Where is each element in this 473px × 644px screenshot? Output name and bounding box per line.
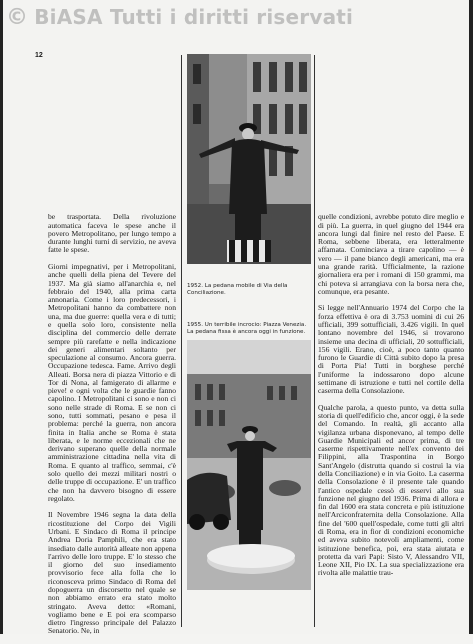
photo-traffic-officer-1952 <box>187 54 311 264</box>
photo-caption: 1955. Un terribile incrocio: Piazza Venezia. La pedana fissa è ancora oggi in funzione. <box>187 322 307 335</box>
paragraph: Si legge nell'Annuario 1974 del Corpo che la forza effettiva è ora di 3.753 uomini di cui 26 ufficiali, 399 sottufficiali, 3.426 vigili. In quel lontano novembre del 1946, si trovarono insieme una decina di ufficiali, 20 sottufficiali, 156 vigili. Erano, cioè, a poco tanto quanto furono le Guardie di Città subito dopo la presa di Porta Pia! Tutti in borghese perché l'uniforme la indossarono dopo alcune settimane di istruzione e tutti nel cortile della caserma della Consolazione. <box>318 303 464 396</box>
copyright-icon: © <box>6 4 29 30</box>
copyright-watermark <box>6 2 353 32</box>
scan-border-right <box>469 0 473 634</box>
paragraph: Qualche parola, a questo punto, va detta sulla storia di quell'edificio che, ancor oggi, è la sede del Comando. In realtà, gli accanto alla vigilanza urbana disponevano, al tempo delle Guardie Municipali ed ancor prima, di tre caserme rispettivamente nell'ex convento dei Filippini, alla Traspontina in Borgo Sant'Angelo (distrutta quando si costruì la via della Conciliazione) e in via Goito. La caserma della Consolazione è il presente tale quando l'antico ospedale cessò di esservi allo sua funzione nel giugno del 1936. Prima di allora e fin dal 1600 era stata concreta e più istituzione nell'Arciconfraternita della Consolazione. Alla fine del '600 quell'ospedale, come tutti gli altri di Roma, era in fior di condizioni economiche ed aveva subito notevoli ampliamenti, come istituzione benefica, poi, era stata aiutata e protetta da vari Papi: Sisto V, Alessandro VII, Leone XII, Pio IX. La sua specializzazione era rivolta alle malattie trau- <box>318 402 464 578</box>
column-rule <box>181 55 182 627</box>
article-column-right <box>318 205 464 630</box>
paragraph: Il Novembre 1946 segna la data della ricostituzione del Corpo dei Vigili Urbani. E Sindaco di Roma il principe Andrea Doria Pamphili, che era stato insediato dalle autorità alleate non appena l'arrivo delle loro truppe. E' lo stesso che il giorno del suo insediamento provvisorio fece alla folla che lo riconosceva primo Sindaco di Roma del dopoguerra un discorsetto nel quale se non abbiamo errato era stato molto stringato. Aveva detto: «Romani, vogliamo bene e E poi era scomparso dietro l'ingresso principale del Palazzo Senatorio. Ne, in <box>48 510 176 636</box>
article-column-left <box>48 205 176 636</box>
photo-caption: 1952. La pedana mobile di Via della Conciliazione. <box>187 283 288 296</box>
watermark-text: BiASA Tutti i diritti riservati <box>34 5 354 29</box>
paragraph: Giorni impegnativi, per i Metropolitani, anche quelli della piena del Tevere del 1937. Ma già siamo all'anarchia e, nel febbraio del 1940, alla prima carta annonaria. Come i loro predecessori, i Metropolitani hanno da combattere non una, ma due guerre: quella vera e di tutti; e quella solo loro, consistente nella disciplina del commercio delle derrate sempre più rarefatte e nella indicazione dei generi alimentari soltanto per speculazione al consumo. Ancora guerra. Occupazione tedesca. Fame. Arrivo degli Alleati. Borsa nera di piazza Vittorio e di Tor di Nona, al famigerato di allarme e pieve! e ogni volta che le guardie fanno capolino. I Metropolitani ci sono e non ci sono nelle strade di Roma. E se non ci sono, tutti sommati, pesano e pesa il problema: perché la guerra, non ancora finita in Italia anche se Roma è stata liberata, e le norme eccezionali che ne derivano superano quelle della normale amministrazione cittadina nella vita di Roma. E quanto al traffico, semmai, c'è solo quello dei mezzi militari nostri o delle truppe di occupazione. E' un traffico che non ha davvero bisogno di essere regolato. <box>48 261 176 503</box>
paragraph: quelle condizioni, avrebbe potuto dire meglio e di più. La guerra, in quel giugno del 1944 era ancora lungi dal finire nel resto del Paese. E Roma, sebbene liberata, era letteralmente affamata. Cominciava a tirare capolino — è vero — il pane bianco degli americani, ma era una grande rarità. Ufficialmente, la razione giornaliera era per i romani di 150 grammi, ma chi poteva si arrangiava con la borsa nera che, comunque, era pesante. <box>318 212 464 296</box>
scan-border-left <box>0 0 3 634</box>
paragraph: be trasportata. Della rivoluzione automatica faceva le spese anche il povero Metropolitano, per lungo tempo a durante lunghi turni di servizio, ne aveva fatte le spese. <box>48 212 176 255</box>
column-rule <box>314 55 315 627</box>
page-number: 12 <box>35 52 43 59</box>
photo-piazza-venezia-1955 <box>187 340 311 590</box>
